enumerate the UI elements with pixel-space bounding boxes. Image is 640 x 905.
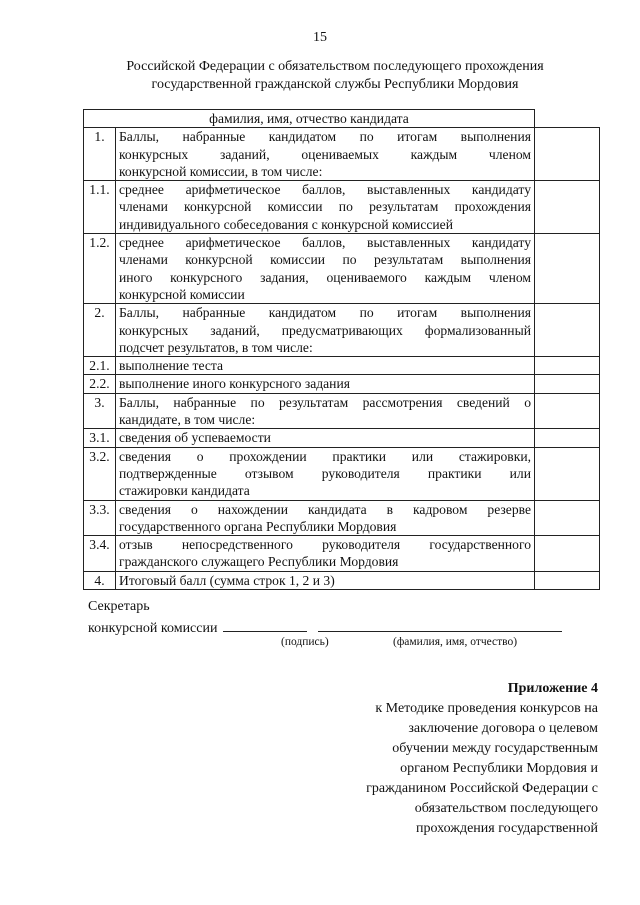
intro-line: государственной гражданской службы Республики Мордовия: [151, 77, 519, 92]
row-description-line: государственного органа Республики Мордовия: [119, 518, 397, 534]
appendix-heading: [298, 679, 598, 839]
row-number: 2.1.: [84, 357, 116, 375]
table-row: [84, 375, 600, 393]
row-description-line: конкурсных заданий, предусматривающих формализованный: [119, 322, 531, 338]
row-description-line: подсчет результатов, в том числе:: [119, 339, 313, 355]
intro-text: [90, 58, 580, 94]
evaluation-table-body: [84, 110, 600, 590]
row-number: 4.: [84, 571, 116, 589]
appendix-line: прохождения государственной: [416, 821, 598, 836]
row-number: 2.: [84, 304, 116, 357]
row-score-cell: [535, 429, 600, 447]
table-header-row: [84, 110, 600, 128]
candidate-name-header: фамилия, имя, отчество кандидата: [84, 110, 535, 128]
commission-label-row: [88, 617, 608, 639]
evaluation-table: [83, 109, 600, 590]
row-description: [116, 447, 535, 500]
appendix-line: обучении между государственным: [392, 741, 598, 756]
signature-caption: (подпись): [281, 636, 329, 648]
table-row: [84, 429, 600, 447]
appendix-line: заключение договора о целевом: [408, 721, 598, 736]
row-description-line: Итоговый балл (сумма строк 1, 2 и 3): [119, 572, 335, 588]
row-description-line: кандидате, в том числе:: [119, 412, 256, 428]
row-number: 2.2.: [84, 375, 116, 393]
row-score-cell: [535, 447, 600, 500]
table-row: [84, 571, 600, 589]
row-score-cell: [535, 234, 600, 304]
row-description: [116, 571, 535, 589]
table-row: [84, 357, 600, 375]
row-description-line: отзыв непосредственного руководителя государственного: [119, 537, 531, 553]
row-description: [116, 393, 535, 429]
row-description-line: среднее арифметическое баллов, выставленных кандидату: [119, 182, 531, 198]
secretary-signature-block: [88, 597, 608, 639]
appendix-line: к Методике проведения конкурсов на: [375, 701, 598, 716]
row-description: [116, 128, 535, 181]
row-score-cell: [535, 393, 600, 429]
row-score-cell: [535, 536, 600, 572]
row-description-line: конкурсных заданий, оцениваемых каждым членом: [119, 146, 531, 162]
row-score-cell: [535, 128, 600, 181]
row-score-cell: [535, 500, 600, 536]
secretary-label: Секретарь: [88, 599, 150, 614]
row-description-line: стажировки кандидата: [119, 483, 250, 499]
row-number: 1.: [84, 128, 116, 181]
row-description-line: выполнение теста: [119, 358, 224, 374]
row-description-line: сведения о нахождении кандидата в кадровом резерве: [119, 501, 531, 517]
table-row: [84, 181, 600, 234]
page-number: 15: [313, 30, 327, 45]
row-description-line: подтвержденные отзывом руководителя практики или: [119, 465, 531, 481]
appendix-line: гражданином Российской Федерации с: [366, 781, 598, 796]
appendix-title: Приложение 4: [507, 681, 598, 696]
table-row: [84, 128, 600, 181]
row-description-line: членами конкурсной комиссии по результатам прохождения: [119, 199, 531, 215]
intro-line: Российской Федерации с обязательством последующего прохождения: [126, 59, 544, 74]
row-description: [116, 375, 535, 393]
row-description-line: членами конкурсной комиссии по результатам выполнения: [119, 252, 531, 268]
row-description-line: гражданского служащего Республики Мордовия: [119, 554, 399, 570]
row-description: [116, 500, 535, 536]
row-description: [116, 536, 535, 572]
row-description-line: Баллы, набранные кандидатом по итогам выполнения: [119, 305, 531, 321]
table-row: [84, 500, 600, 536]
row-score-cell: [535, 304, 600, 357]
row-description: [116, 304, 535, 357]
row-score-cell: [535, 571, 600, 589]
row-description: [116, 429, 535, 447]
row-description-line: среднее арифметическое баллов, выставленных кандидату: [119, 235, 531, 251]
row-number: 3.: [84, 393, 116, 429]
row-number: 3.4.: [84, 536, 116, 572]
appendix-line: обязательством последующего: [414, 801, 598, 816]
table-row: [84, 536, 600, 572]
row-description-line: Баллы, набранные по результатам рассмотрения сведений о: [119, 394, 531, 410]
row-score-cell: [535, 357, 600, 375]
commission-label: конкурсной комиссии: [88, 621, 218, 636]
table-row: [84, 234, 600, 304]
table-row: [84, 393, 600, 429]
row-description-line: индивидуального собеседования с конкурсной комиссией: [119, 216, 453, 232]
row-number: 3.1.: [84, 429, 116, 447]
row-description: [116, 234, 535, 304]
table-header-value-cell: [535, 110, 600, 128]
row-score-cell: [535, 375, 600, 393]
row-description-line: сведения о прохождении практики или стажировки,: [119, 448, 531, 464]
table-row: [84, 304, 600, 357]
full-name-line: [318, 617, 562, 632]
row-number: 3.2.: [84, 447, 116, 500]
row-score-cell: [535, 181, 600, 234]
row-number: 1.1.: [84, 181, 116, 234]
full-name-caption: (фамилия, имя, отчество): [393, 636, 518, 648]
row-description: [116, 181, 535, 234]
row-description-line: конкурсной комиссии: [119, 286, 245, 302]
row-description-line: иного конкурсного задания, оцениваемого каждым членом: [119, 269, 531, 285]
row-description-line: Баллы, набранные кандидатом по итогам выполнения: [119, 129, 531, 145]
row-description-line: конкурсной комиссии, в том числе:: [119, 163, 323, 179]
row-number: 1.2.: [84, 234, 116, 304]
row-number: 3.3.: [84, 500, 116, 536]
appendix-subtitle: [298, 699, 598, 839]
signature-line: [223, 617, 307, 632]
table-row: [84, 447, 600, 500]
row-description-line: выполнение иного конкурсного задания: [119, 376, 350, 392]
row-description: [116, 357, 535, 375]
appendix-line: органом Республики Мордовия и: [400, 761, 598, 776]
row-description-line: сведения об успеваемости: [119, 430, 271, 446]
